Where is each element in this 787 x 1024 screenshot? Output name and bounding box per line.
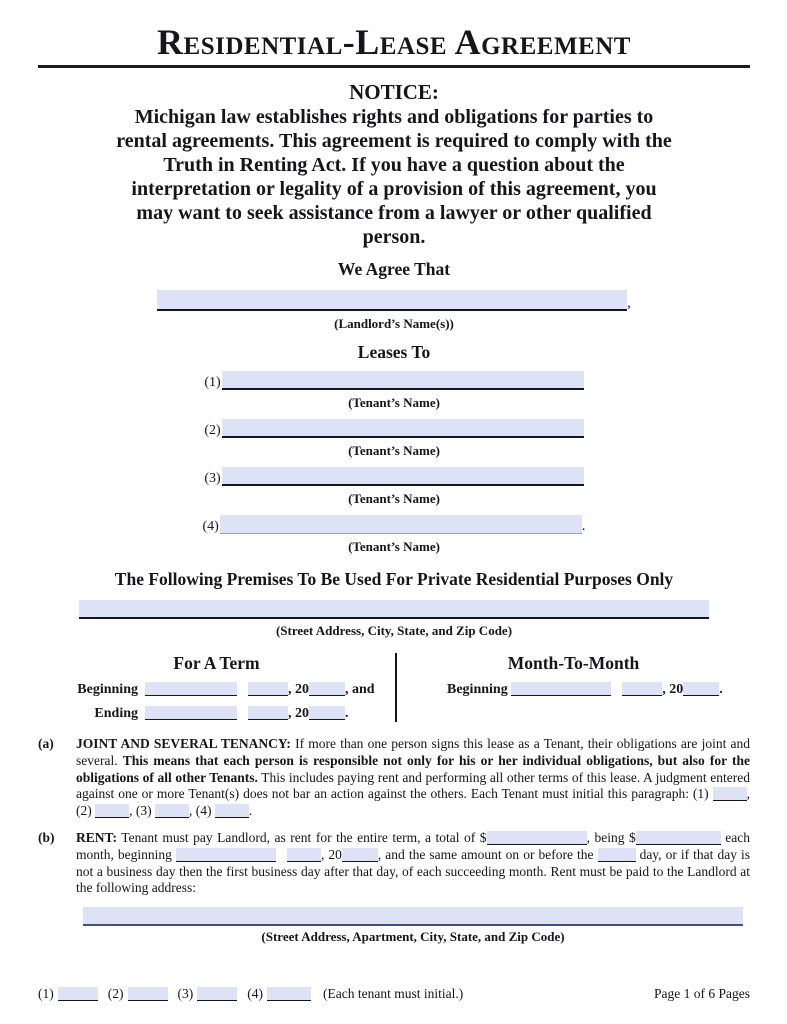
tenant-caption: (Tenant’s Name) — [348, 539, 440, 555]
tenant-caption: (Tenant’s Name) — [348, 491, 440, 507]
premises-caption: (Street Address, City, State, and Zip Code) — [275, 623, 513, 639]
term-section — [38, 653, 750, 722]
clause-b-run: day, or if that day is not a business day then the first business day after that day, of each succeeding month. Rent must be paid to the Landlord at the following address: — [76, 846, 750, 896]
tenant-line-3 — [38, 467, 750, 507]
premises-address-line — [38, 600, 750, 621]
year-prefix: , 20 — [288, 682, 309, 698]
term-end-year-field[interactable] — [309, 706, 345, 720]
tenant-initial-3-field[interactable] — [155, 804, 189, 818]
notice-body — [38, 105, 750, 249]
tenant3-name-field[interactable] — [222, 467, 584, 486]
tenant-number: (2) — [204, 423, 221, 439]
term-ending-row — [38, 706, 395, 722]
tenant-number: (4) — [202, 519, 219, 535]
and-suffix: , and — [345, 682, 375, 698]
landlord-caption: (Landlord’s Name(s)) — [334, 316, 454, 332]
footer-initial-2-field[interactable] — [128, 987, 168, 1001]
title-rule — [38, 65, 750, 68]
clause-a-bold-run: This means that each person is responsible not only for his or her individual obligations, but also for the obligations of all other Tenants. — [76, 752, 750, 785]
tenant-number: (3) — [204, 471, 221, 487]
tenant2-name-field[interactable] — [222, 419, 584, 438]
rent-address-caption: (Street Address, Apartment, City, State, and Zip Code) — [261, 928, 565, 944]
rent-address-line — [76, 907, 750, 927]
tenant-line-suffix: . — [581, 518, 586, 535]
initial-number: (3) — [177, 986, 194, 1001]
footer-initial-4-field[interactable] — [267, 987, 311, 1001]
rent-due-day-field[interactable] — [598, 848, 636, 862]
term-end-day-field[interactable] — [248, 706, 288, 720]
rent-monthly-field[interactable] — [636, 831, 721, 845]
notice-line: Michigan law establishes rights and obligations for parties to — [134, 106, 654, 129]
tenant-caption: (Tenant’s Name) — [348, 443, 440, 459]
tenant-line-1 — [38, 371, 750, 411]
mtm-begin-day-field[interactable] — [622, 682, 662, 696]
mtm-beginning-row — [397, 682, 750, 698]
mtm-begin-month-field[interactable] — [511, 682, 611, 696]
page-number: Page 1 of 6 Pages — [654, 986, 750, 1001]
clause-b-run: , being $ — [586, 830, 636, 846]
page-title: Residential-Lease Agreement — [157, 22, 631, 62]
period-suffix: . — [719, 682, 723, 698]
premises-heading: The Following Premises To Be Used For Private Residential Purposes Only — [114, 569, 674, 590]
clause-b-run: , 20 — [320, 846, 342, 862]
year-prefix: , 20 — [662, 682, 684, 698]
page-footer — [38, 986, 750, 1002]
initial-number: (1) — [38, 986, 54, 1001]
leases-to-heading: Leases To — [357, 342, 431, 363]
notice-heading: NOTICE: — [349, 80, 439, 105]
clause-b-run: , and the same amount on or before the — [377, 846, 598, 862]
tenant1-name-field[interactable] — [222, 371, 584, 390]
clause-b-title: RENT: — [76, 830, 118, 846]
beginning-label: Beginning — [447, 682, 508, 698]
clause-a-run: If more than one person signs this lease as a Tenant, their obligations are joint and several. — [76, 736, 750, 768]
clause-a-label: (a) — [38, 736, 54, 752]
initial-number: (4) — [247, 986, 263, 1001]
rent-begin-month-field[interactable] — [176, 848, 276, 862]
tenant-initial-1-field[interactable] — [713, 787, 747, 801]
ending-label: Ending — [94, 706, 138, 722]
tenant-line-4 — [38, 515, 750, 555]
notice-line: interpretation or legality of a provision of this agreement, you — [131, 178, 657, 201]
year-prefix: , 20 — [288, 706, 309, 722]
we-agree-heading: We Agree That — [337, 259, 451, 280]
clause-a-run: , (4) — [189, 802, 215, 818]
clause-a-title: JOINT AND SEVERAL TENANCY: — [76, 736, 291, 752]
term-beginning-row — [38, 682, 395, 698]
beginning-label: Beginning — [77, 682, 138, 698]
tenant4-name-field[interactable] — [220, 515, 582, 534]
clause-b-text — [76, 830, 750, 896]
notice-line: Truth in Renting Act. If you have a question about the — [163, 154, 625, 177]
notice-line: rental agreements. This agreement is required to comply with the — [116, 130, 672, 153]
term-begin-month-field[interactable] — [145, 682, 237, 696]
rent-address-field[interactable] — [83, 907, 743, 926]
footer-initials — [38, 986, 463, 1002]
clause-b — [38, 830, 750, 896]
notice-line: person. — [362, 226, 426, 249]
month-to-month-heading: Month-To-Month — [507, 653, 640, 674]
mtm-begin-year-field[interactable] — [683, 682, 719, 696]
clause-a-run: , (2) — [76, 786, 750, 818]
term-end-month-field[interactable] — [145, 706, 237, 720]
footer-caption: (Each tenant must initial.) — [323, 986, 464, 1001]
footer-initial-3-field[interactable] — [197, 987, 237, 1001]
premises-address-field[interactable] — [79, 600, 709, 619]
tenant-initial-4-field[interactable] — [215, 804, 249, 818]
term-begin-year-field[interactable] — [309, 682, 345, 696]
clause-b-run: each month, beginning — [76, 830, 750, 862]
rent-total-field[interactable] — [487, 831, 587, 845]
tenant-number: (1) — [204, 375, 221, 391]
clause-b-run: Tenant must pay Landlord, as rent for the entire term, a total of $ — [117, 830, 487, 846]
tenant-caption: (Tenant’s Name) — [348, 395, 440, 411]
notice-line: may want to seek assistance from a lawyer or other qualified — [136, 202, 652, 225]
clause-a-run: This includes paying rent and performing all other terms of this lease. A judgment entered against one or more Tenant(s) does not bar an action against the others. Each Tenant must initial this paragraph: (1) — [76, 769, 750, 802]
landlord-line — [38, 290, 750, 314]
landlord-line-comma: , — [627, 295, 631, 312]
tenant-line-2 — [38, 419, 750, 459]
rent-begin-year-field[interactable] — [342, 848, 378, 862]
clause-a-text — [76, 736, 750, 819]
landlord-name-field[interactable] — [157, 290, 627, 311]
term-begin-day-field[interactable] — [248, 682, 288, 696]
initial-number: (2) — [107, 986, 124, 1001]
month-to-month-column — [395, 653, 750, 722]
tenant-initial-2-field[interactable] — [95, 804, 129, 818]
period-suffix: . — [345, 706, 349, 722]
fixed-term-column — [38, 653, 395, 722]
footer-initial-1-field[interactable] — [58, 987, 98, 1001]
clause-a — [38, 736, 750, 819]
clause-a-run: . — [248, 802, 253, 818]
clause-b-label: (b) — [38, 830, 55, 846]
clause-a-run: , (3) — [129, 802, 155, 818]
rent-begin-day-field[interactable] — [287, 848, 321, 862]
for-a-term-heading: For A Term — [173, 653, 260, 674]
